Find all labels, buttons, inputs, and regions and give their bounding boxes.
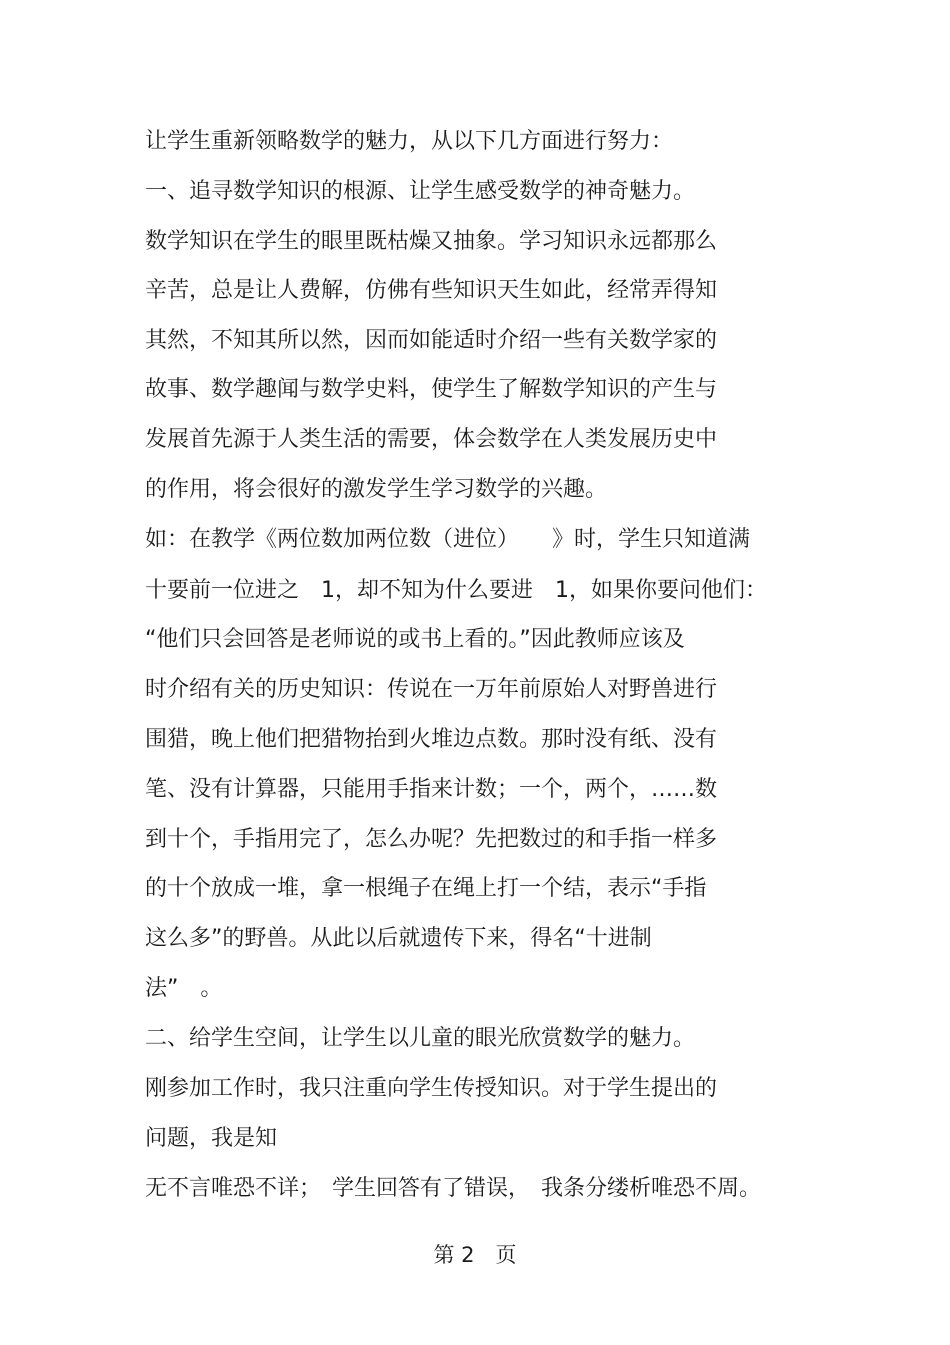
text-line-13: 围猎，晚上他们把猎物抬到火堆边点数。那时没有纸、没有 bbox=[145, 727, 718, 752]
text-line-15: 到十个，手指用完了，怎么办呢？先把数过的和手指一样多 bbox=[145, 827, 718, 852]
text-line-7: 发展首先源于人类生活的需要，体会数学在人类发展历史中 bbox=[145, 427, 718, 452]
text-line-6: 故事、数学趣闻与数学史料，使学生了解数学知识的产生与 bbox=[145, 377, 718, 402]
text-line-20: 刚参加工作时，我只注重向学生传授知识。对于学生提出的 bbox=[145, 1076, 718, 1101]
text-line-22: 无不言唯恐不详； 学生回答有了错误， 我条分缕析唯恐不周。 bbox=[145, 1176, 762, 1201]
text-line-8: 的作用，将会很好的激发学生学习数学的兴趣。 bbox=[145, 477, 608, 502]
text-line-16: 的十个放成一堆，拿一根绳子在绳上打一个结，表示“手指 bbox=[145, 876, 707, 901]
text-line-3: 数学知识在学生的眼里既枯燥又抽象。学习知识永远都那么 bbox=[145, 229, 718, 254]
text-line-21: 问题，我是知 bbox=[145, 1126, 278, 1151]
text-line-10: 十要前一位进之 1，却不知为什么要进 1，如果你要问他们： bbox=[145, 578, 767, 603]
text-line-17: 这么多”的野兽。从此以后就遗传下来，得名“十进制 bbox=[145, 926, 652, 951]
text-line-12: 时介绍有关的历史知识：传说在一万年前原始人对野兽进行 bbox=[145, 677, 718, 702]
section-heading-2: 二、给学生空间，让学生以儿童的眼光欣赏数学的魅力。 bbox=[145, 1026, 696, 1051]
text-line-9: 如：在教学《两位数加两位数（进位） 》时，学生只知道满 bbox=[145, 527, 751, 552]
text-line-1: 让学生重新领略数学的魅力，从以下几方面进行努力： bbox=[145, 129, 674, 154]
text-line-14: 笔、没有计算器，只能用手指来计数；一个，两个，……数 bbox=[145, 777, 718, 802]
text-line-18: 法” 。 bbox=[145, 976, 223, 1001]
text-line-11: “他们只会回答是老师说的或书上看的。”因此教师应该及 bbox=[145, 627, 685, 652]
page-number: 第 2 页 bbox=[433, 1243, 517, 1267]
text-line-5: 其然，不知其所以然，因而如能适时介绍一些有关数学家的 bbox=[145, 328, 718, 353]
section-heading-1: 一、追寻数学知识的根源、让学生感受数学的神奇魅力。 bbox=[145, 179, 696, 204]
text-line-4: 辛苦，总是让人费解，仿佛有些知识天生如此，经常弄得知 bbox=[145, 278, 718, 303]
